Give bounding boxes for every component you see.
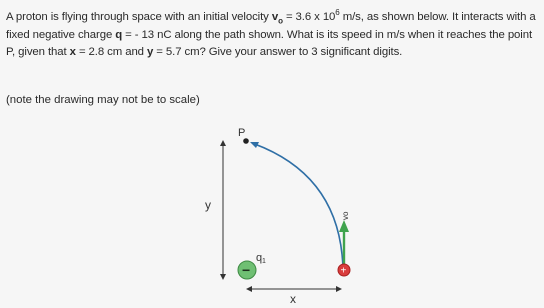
- negative-charge-sign: −: [242, 262, 251, 278]
- charge-subscript: 1: [262, 258, 266, 265]
- velocity-label: vo: [341, 211, 350, 220]
- y-symbol: y: [146, 46, 154, 59]
- point-p-label: P: [238, 127, 246, 139]
- scale-note: (note the drawing may not be to scale): [6, 94, 200, 106]
- proton-path: [252, 143, 343, 270]
- problem-text-5: = 2.8 cm and: [75, 46, 147, 59]
- problem-text-3: m/s, as shown below. It interacts with a fixed negative charge: [6, 11, 536, 41]
- q-symbol: q: [115, 28, 123, 41]
- problem-text-6: = 5.7 cm? Give your answer to 3 significant digits.: [153, 46, 403, 59]
- problem-text-4: = - 13 nC along the path shown. What is its speed in m/s when it reaches the point P, given that: [6, 28, 533, 59]
- velocity-arrowhead: [339, 220, 349, 232]
- y-label: y: [205, 198, 211, 212]
- x-label: x: [290, 292, 296, 306]
- v0-letter: v: [271, 11, 279, 23]
- problem-text-1: A proton is flying through space with an initial velocity: [6, 11, 272, 23]
- exponent: 6: [335, 8, 340, 18]
- x-symbol: x: [69, 46, 76, 59]
- point-p-dot: [243, 138, 249, 144]
- v0-subscript: o: [278, 16, 283, 26]
- problem-text-2: = 3.6 x 10: [282, 11, 336, 23]
- proton-plus-sign: +: [340, 265, 347, 277]
- charge-label: q: [256, 252, 263, 264]
